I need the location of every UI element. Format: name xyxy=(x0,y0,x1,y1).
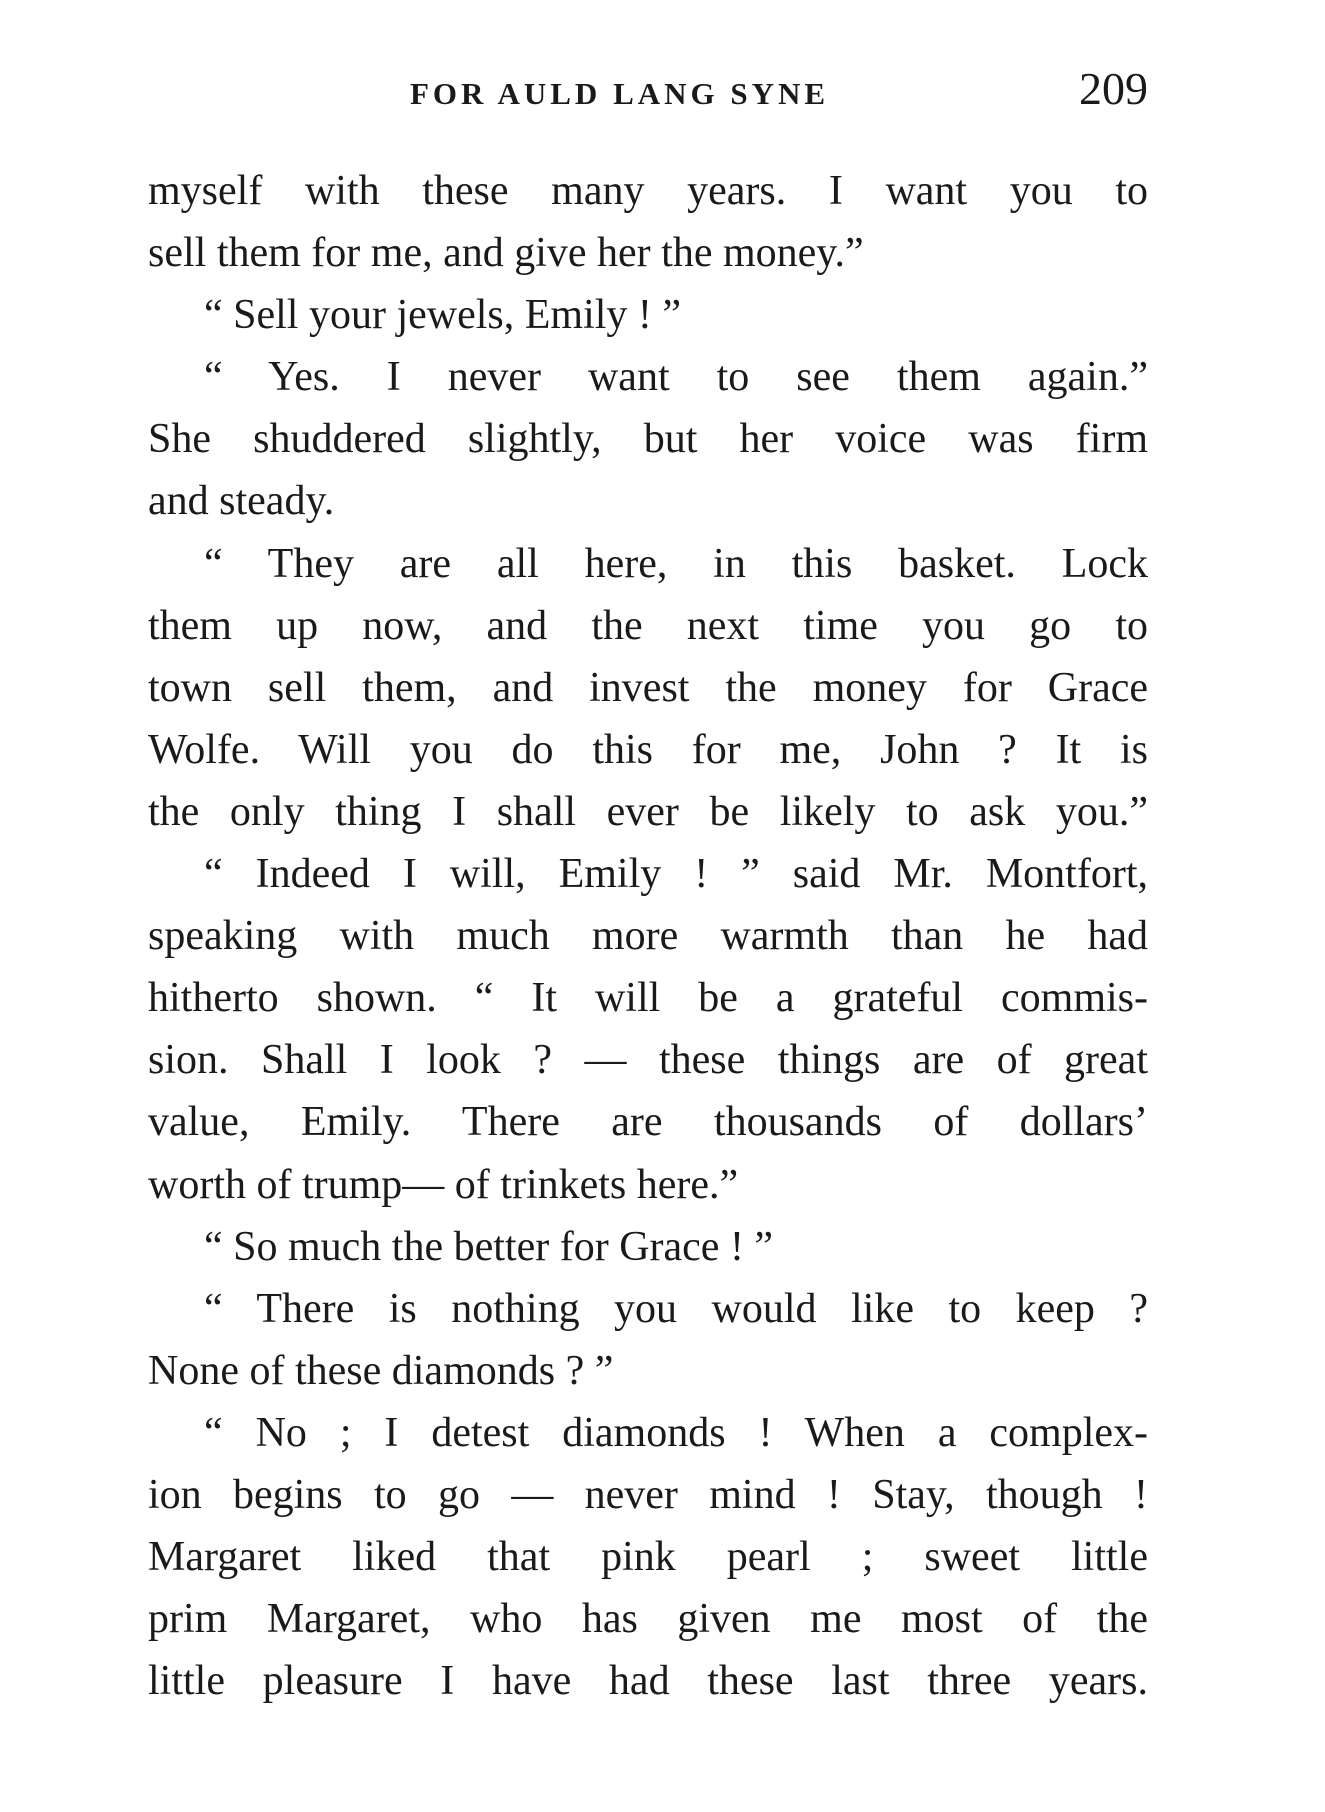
text-line: and steady. xyxy=(148,478,335,525)
text-line: the only thing I shall ever be likely to ask you.” xyxy=(148,788,1148,835)
text-line: them up now, and the next time you go to xyxy=(148,602,1148,649)
text-line: “ No ; I detest diamonds ! When a complex- xyxy=(204,1409,1148,1456)
text-line: sell them for me, and give her the money.” xyxy=(148,230,864,277)
page-number: 209 xyxy=(1079,63,1148,114)
text-line: sion. Shall I look ? — these things are of great xyxy=(148,1037,1148,1084)
text-line: “ They are all here, in this basket. Lock xyxy=(204,540,1148,587)
text-line: “ There is nothing you would like to keep ? xyxy=(204,1285,1148,1332)
text-line: hitherto shown. “ It will be a grateful commis- xyxy=(148,975,1148,1022)
running-head xyxy=(148,62,1148,122)
text-line: Wolfe. Will you do this for me, John ? It is xyxy=(148,726,1148,773)
text-line: speaking with much more warmth than he had xyxy=(148,913,1148,960)
text-line: “ Indeed I will, Emily ! ” said Mr. Montfort, xyxy=(204,851,1148,898)
text-line: worth of trump— of trinkets here.” xyxy=(148,1161,739,1208)
text-line: She shuddered slightly, but her voice was firm xyxy=(148,416,1148,463)
text-line: ion begins to go — never mind ! Stay, though ! xyxy=(148,1471,1148,1518)
running-title: FOR AULD LANG SYNE xyxy=(410,76,830,111)
text-line: None of these diamonds ? ” xyxy=(148,1347,614,1394)
body-text xyxy=(148,160,1148,1712)
text-line: “ Sell your jewels, Emily ! ” xyxy=(204,292,682,339)
text-line: prim Margaret, who has given me most of the xyxy=(148,1596,1148,1643)
text-line: town sell them, and invest the money for Grace xyxy=(148,664,1148,711)
text-line: “ So much the better for Grace ! ” xyxy=(204,1223,774,1270)
text-line: myself with these many years. I want you to xyxy=(148,168,1148,214)
text-line: “ Yes. I never want to see them again.” xyxy=(204,354,1148,401)
text-line: little pleasure I have had these last three years. xyxy=(148,1658,1148,1705)
text-line: value, Emily. There are thousands of dollars’ xyxy=(148,1099,1148,1146)
text-line: Margaret liked that pink pearl ; sweet little xyxy=(148,1534,1148,1581)
